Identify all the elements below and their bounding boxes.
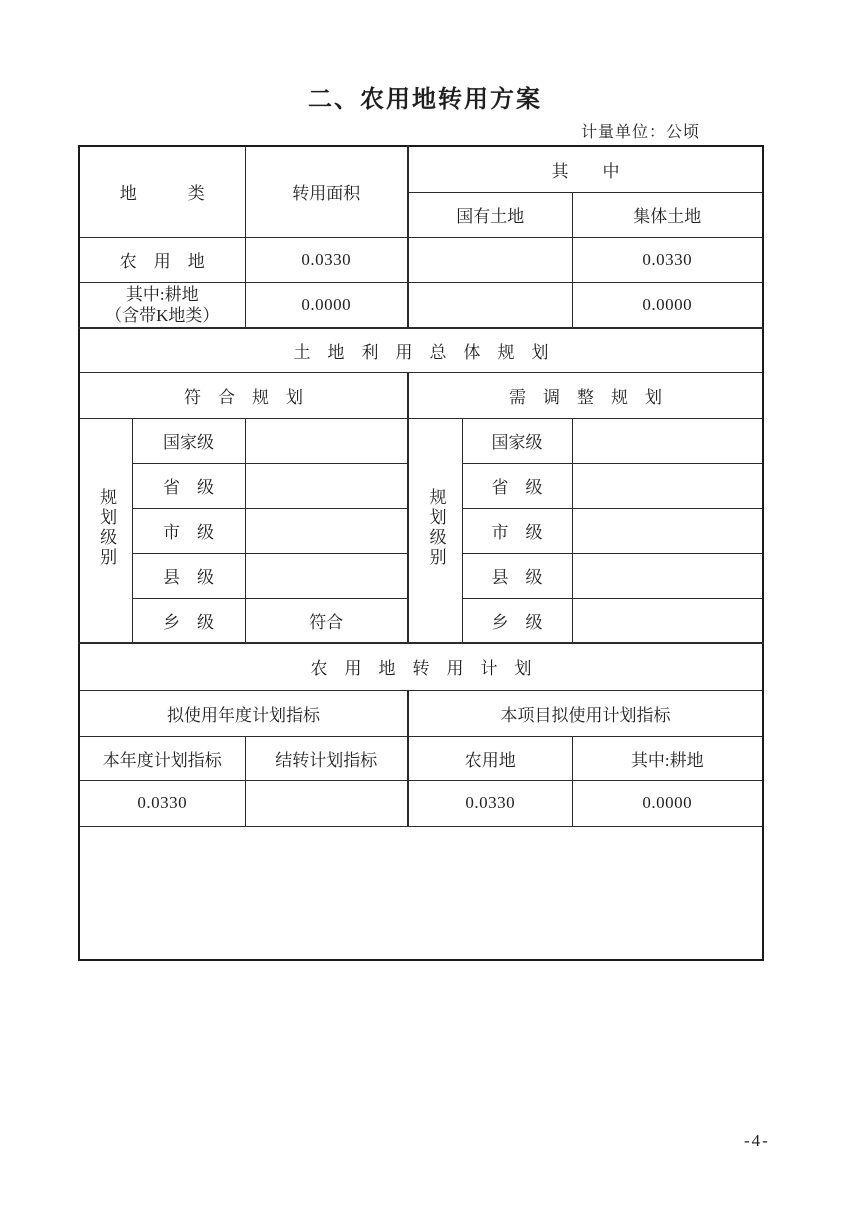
header-annual-plan-indicator: 拟使用年度计划指标	[79, 690, 408, 736]
table-row	[79, 418, 763, 463]
unit-label: 计量单位：公顷	[580, 124, 700, 141]
level-label-township-left: 乡 级	[132, 598, 245, 643]
document-title: 二、农用地转用方案	[308, 86, 542, 113]
header-land-type: 地 类	[79, 146, 245, 237]
col-header-agricultural-land: 农用地	[408, 736, 572, 780]
cell-plan-cultivated-value: 0.0000	[572, 780, 763, 826]
level-value-county-right	[572, 553, 763, 598]
level-value-county-left	[245, 553, 408, 598]
level-value-national-left	[245, 418, 408, 463]
table-row	[79, 237, 763, 282]
section-title-land-use-planning: 土 地 利 用 总 体 规 划	[79, 328, 763, 372]
table-row	[79, 643, 763, 690]
axis-planning-level-right-text: 规划级别	[426, 487, 446, 568]
cell-plan-agricultural-value: 0.0330	[408, 780, 572, 826]
table-row	[79, 780, 763, 826]
table-row	[79, 282, 763, 328]
header-adjust-planning: 需 调 整 规 划	[408, 372, 763, 418]
col-header-cultivated-land: 其中:耕地	[572, 736, 763, 780]
farmland-conversion-table	[78, 145, 764, 961]
level-value-province-right	[572, 463, 763, 508]
level-label-province-right: 省 级	[462, 463, 572, 508]
level-label-province-left: 省 级	[132, 463, 245, 508]
header-state-owned-land: 国有土地	[408, 192, 572, 237]
col-header-carryover-indicator: 结转计划指标	[245, 736, 408, 780]
level-label-city-left: 市 级	[132, 508, 245, 553]
cell-agricultural-state	[408, 237, 572, 282]
axis-planning-level-left-text: 规划级别	[97, 487, 117, 568]
header-comply-planning: 符 合 规 划	[79, 372, 408, 418]
col-header-current-year-indicator: 本年度计划指标	[79, 736, 245, 780]
cell-agricultural-collective: 0.0330	[572, 237, 763, 282]
level-label-national-right: 国家级	[462, 418, 572, 463]
cell-carryover-value	[245, 780, 408, 826]
level-value-province-left	[245, 463, 408, 508]
cultivated-land-label-line2: （含带K地类）	[105, 305, 220, 325]
level-label-county-left: 县 级	[132, 553, 245, 598]
table-row	[79, 328, 763, 372]
header-among-which: 其 中	[408, 146, 763, 192]
table-row	[79, 146, 763, 192]
level-label-national-left: 国家级	[132, 418, 245, 463]
row-label-agricultural-land: 农 用 地	[79, 237, 245, 282]
table-row	[79, 372, 763, 418]
cell-cultivated-collective: 0.0000	[572, 282, 763, 328]
table-row	[79, 736, 763, 780]
level-value-township-left: 符合	[245, 598, 408, 643]
level-value-township-right	[572, 598, 763, 643]
cultivated-land-label-line1: 其中:耕地	[125, 284, 199, 304]
table-row	[79, 826, 763, 960]
table-row	[79, 690, 763, 736]
header-conversion-area: 转用面积	[245, 146, 408, 237]
page-number: -4-	[744, 1131, 770, 1150]
level-value-national-right	[572, 418, 763, 463]
level-label-township-right: 乡 级	[462, 598, 572, 643]
header-collective-land: 集体土地	[572, 192, 763, 237]
section-title-conversion-plan: 农 用 地 转 用 计 划	[79, 643, 763, 690]
cell-cultivated-area: 0.0000	[245, 282, 408, 328]
cell-agricultural-area: 0.0330	[245, 237, 408, 282]
level-value-city-right	[572, 508, 763, 553]
axis-planning-level-left	[79, 418, 132, 643]
header-project-plan-indicator: 本项目拟使用计划指标	[408, 690, 763, 736]
remarks-empty-cell	[79, 826, 763, 960]
cell-cultivated-state	[408, 282, 572, 328]
level-label-city-right: 市 级	[462, 508, 572, 553]
level-value-city-left	[245, 508, 408, 553]
row-label-cultivated-land	[79, 282, 245, 328]
cell-current-year-value: 0.0330	[79, 780, 245, 826]
axis-planning-level-right	[408, 418, 462, 643]
level-label-county-right: 县 级	[462, 553, 572, 598]
